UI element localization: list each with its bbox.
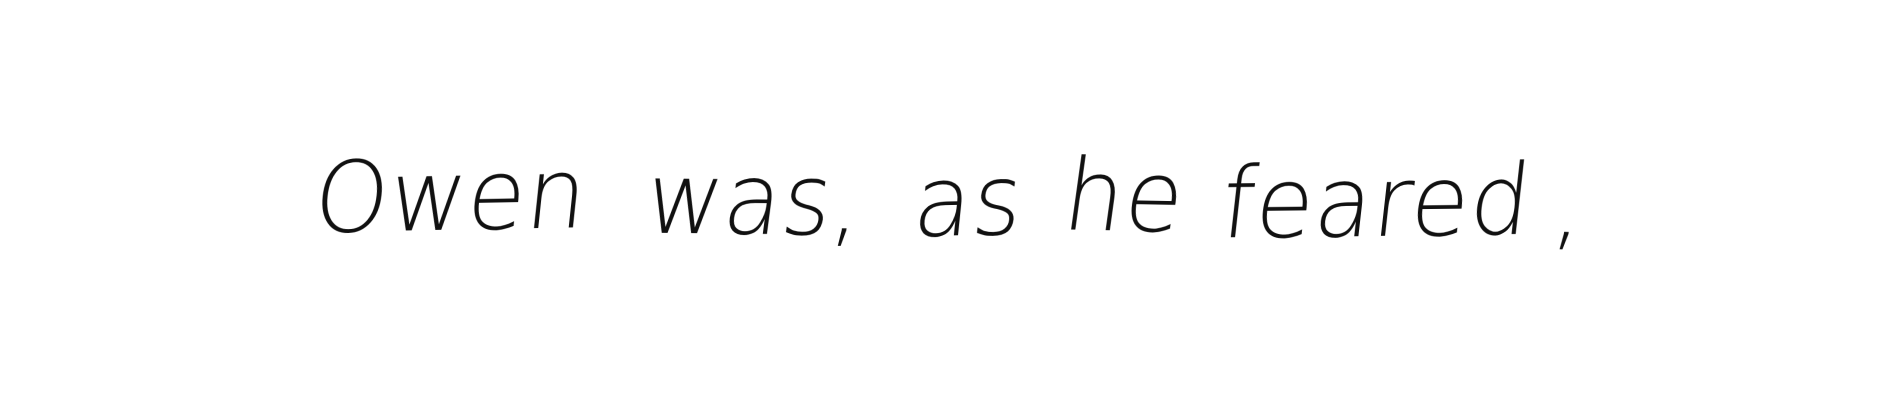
handwritten-punctuation: ,	[1547, 147, 1596, 263]
handwritten-word: he	[1057, 139, 1193, 256]
handwritten-word: was,	[639, 142, 872, 259]
handwritten-line	[304, 108, 1596, 287]
handwritten-word: Owen	[308, 136, 594, 257]
handwritten-word: feared	[1215, 143, 1538, 262]
handwritten-word: as	[908, 143, 1029, 261]
